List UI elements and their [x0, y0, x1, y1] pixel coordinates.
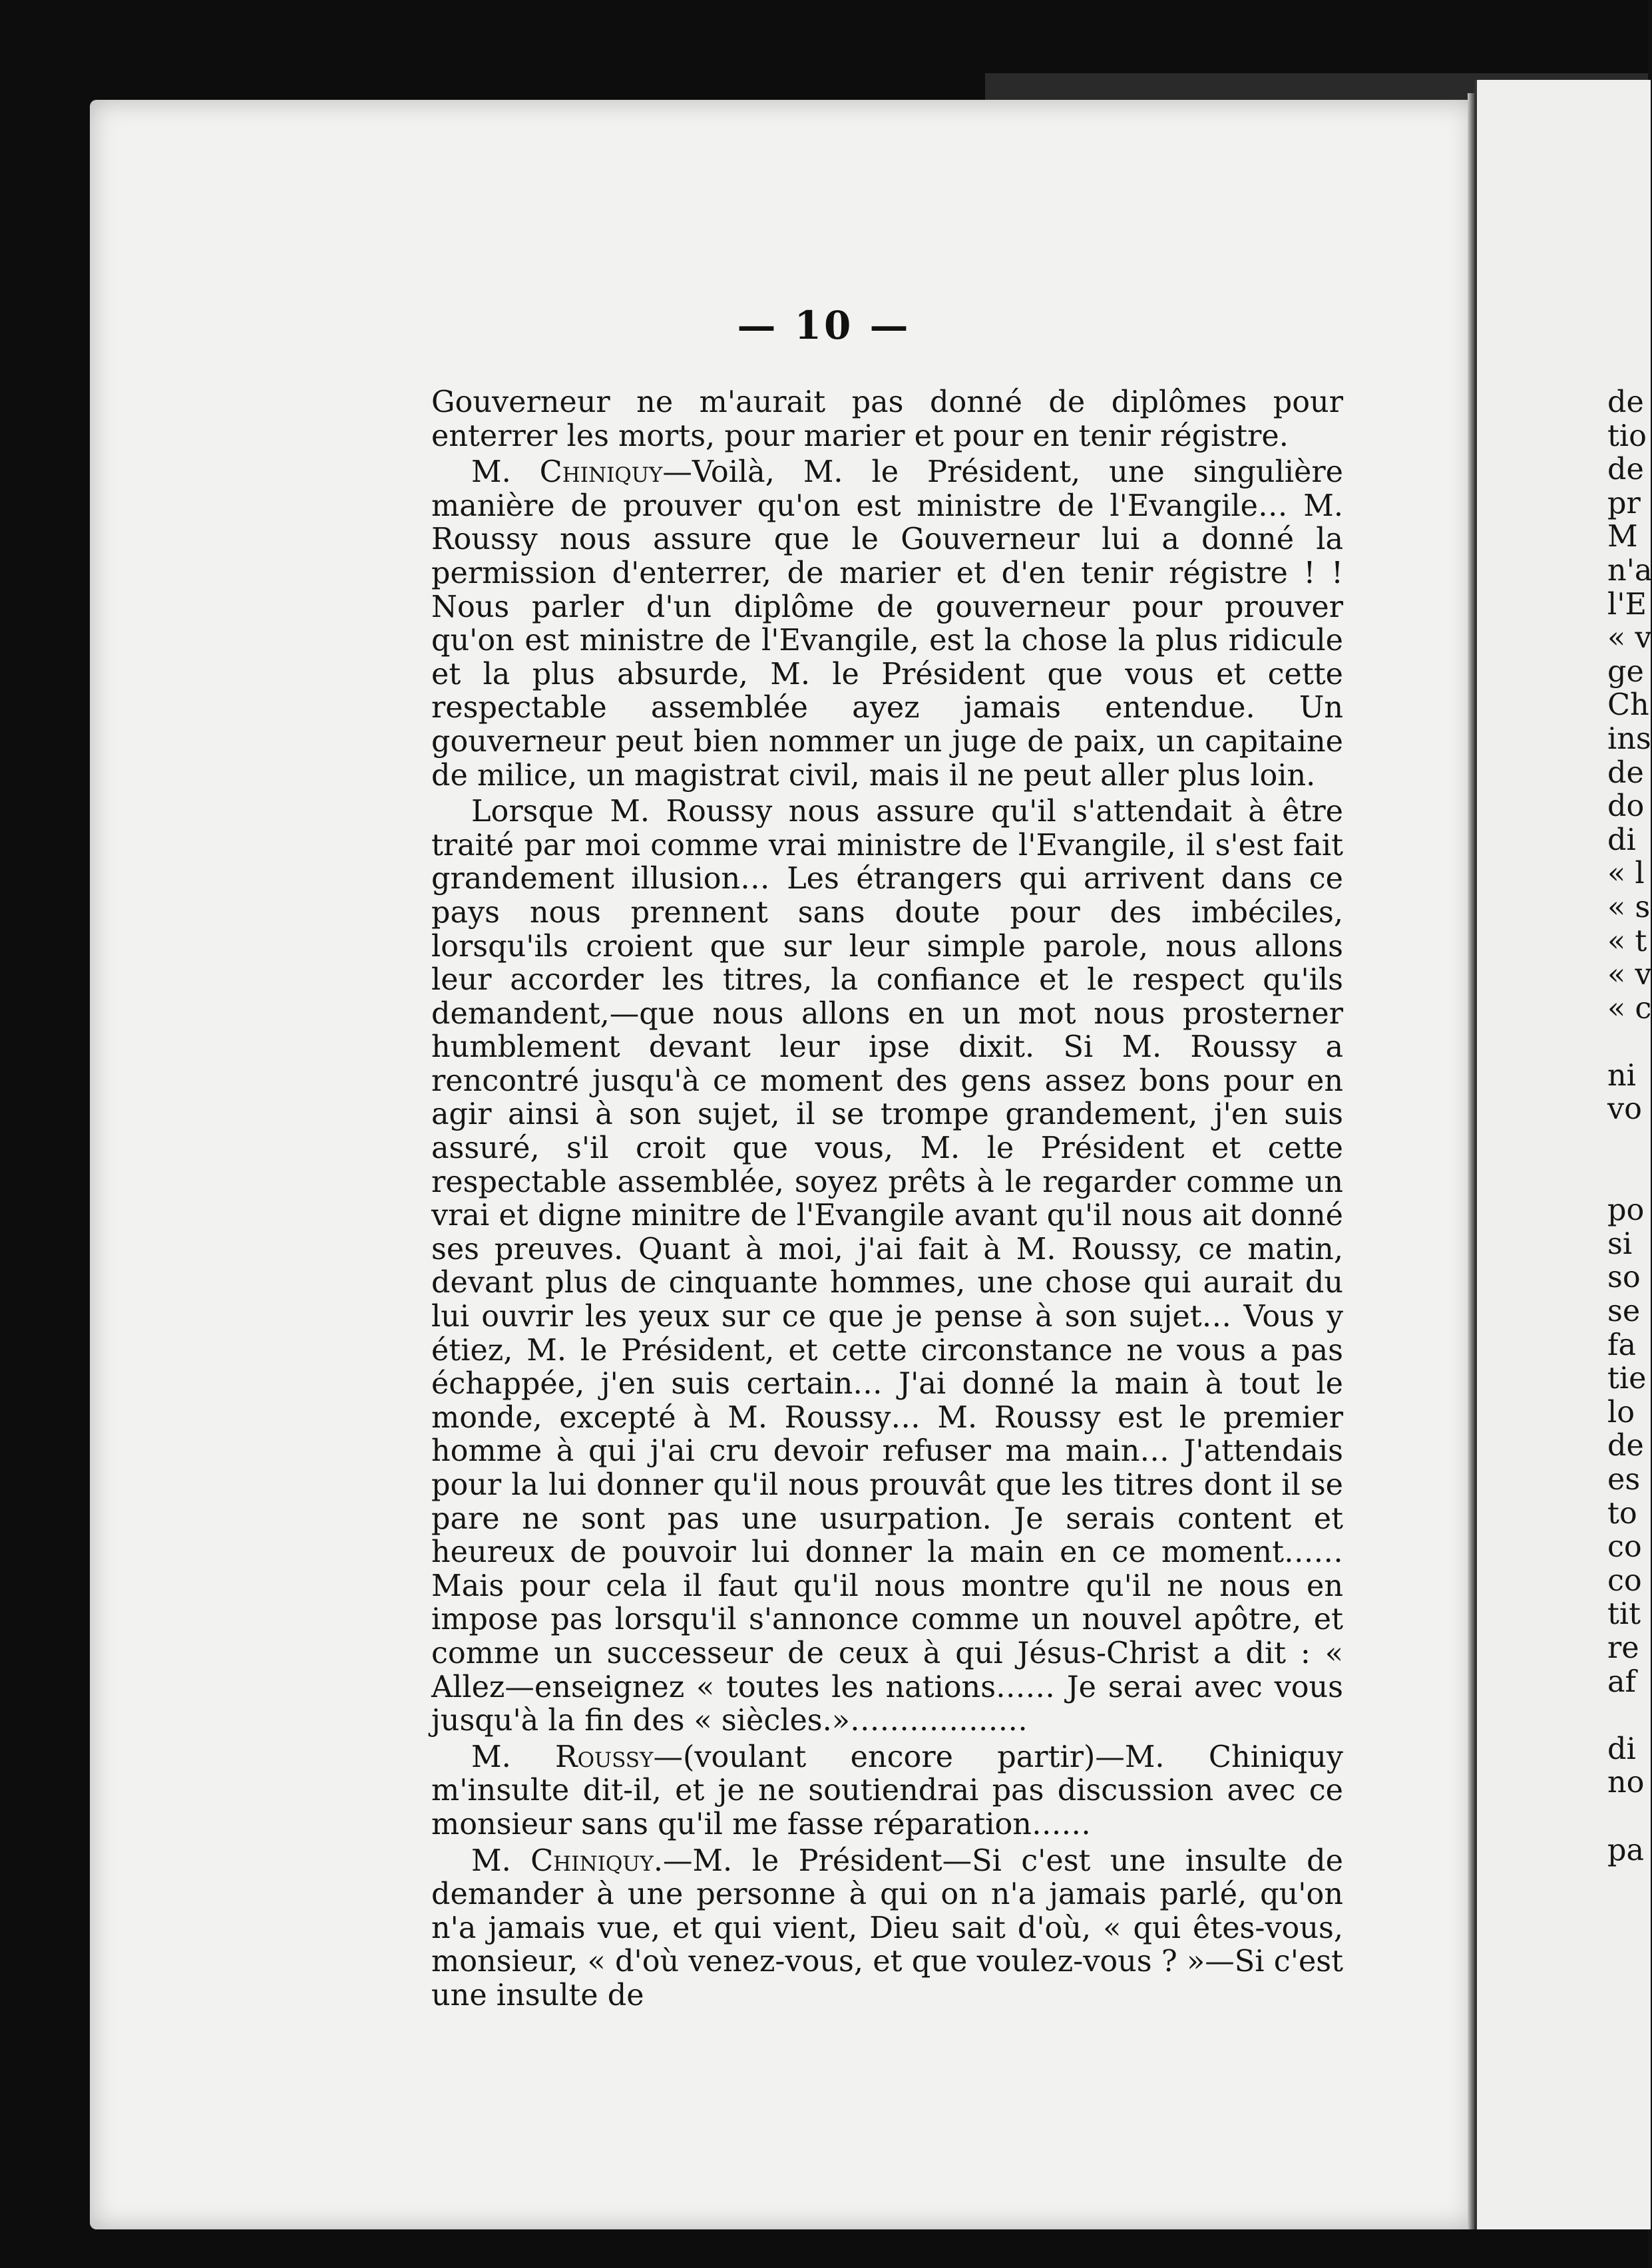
right-page-fragment: tit [1607, 1597, 1641, 1632]
right-page-fragment: de [1607, 385, 1644, 419]
right-page-fragment [1607, 1127, 1647, 1161]
body-text [431, 386, 1343, 2016]
right-page-fragment: de [1607, 453, 1644, 487]
paragraph [431, 795, 1343, 1738]
right-page-fragment: pr [1607, 486, 1641, 520]
right-page-fragment [1607, 1026, 1647, 1059]
right-page-fragment: « s [1607, 890, 1651, 924]
speaker-name: M. Roussy [471, 1740, 654, 1774]
right-page-fragment: ge [1607, 654, 1644, 689]
right-page-fragment: to [1607, 1496, 1637, 1531]
right-page-fragment: tie [1607, 1362, 1647, 1396]
right-page-fragment: re [1607, 1630, 1639, 1665]
right-page-fragment [1607, 1161, 1647, 1195]
right-page-fragment: n'a [1607, 553, 1652, 588]
right-page-fragments [1607, 385, 1652, 1867]
right-page-fragment: « c [1607, 991, 1652, 1026]
right-page-fragment: tio [1607, 419, 1647, 453]
paragraph-text: Gouverneur ne m'aurait pas donné de diplômes pour enterrer les morts, pour marier et pour en tenir régistre. [431, 385, 1343, 453]
page-number: — 10 — [737, 303, 911, 348]
right-page-fragment: co [1607, 1563, 1642, 1598]
right-page-fragment: de [1607, 755, 1644, 790]
right-page-fragment: pa [1607, 1833, 1645, 1867]
right-page-fragment: Ch [1607, 688, 1649, 723]
right-page-fragment: af [1607, 1664, 1637, 1699]
right-page-fragment: do [1607, 789, 1645, 824]
paragraph-text: .—M. le Président—Si c'est une insulte de demander à une personne à qui on n'a jamais parlé, qu'on n'a jamais vue, et qui vient, Dieu sait d'où, « qui êtes-vous, monsieur, « d'où venez-vous, et que voulez-vous ? »—Si c'est une insulte de [431, 1843, 1343, 2012]
paragraph-text: —(voulant encore partir)—M. Chiniquy m'insulte dit-il, et je ne soutiendrai pas discussion avec ce monsieur sans qu'il me fasse réparation…… [431, 1740, 1344, 1841]
right-page-fragment [1607, 1800, 1647, 1834]
right-page-fragment: vo [1607, 1092, 1642, 1127]
speaker-name: M. Chiniquy [471, 455, 663, 490]
right-page-fragment: co [1607, 1530, 1642, 1565]
right-page-fragment: ins [1607, 721, 1651, 756]
right-page-fragment: « v [1607, 621, 1652, 656]
right-page-fragment: di [1607, 1732, 1636, 1766]
right-page-fragment: « t [1607, 924, 1647, 958]
right-page-fragment: « l [1607, 856, 1645, 891]
right-page-fragment [1607, 1699, 1647, 1733]
right-page-fragment: es [1607, 1463, 1641, 1497]
paragraph [431, 386, 1343, 453]
right-page-fragment: « v [1607, 958, 1652, 992]
speaker-name: M. Chiniquy [471, 1843, 654, 1878]
right-page-fragment: l'E [1607, 587, 1647, 622]
right-page-fragment: ni [1607, 1058, 1636, 1093]
right-page-fragment: no [1607, 1766, 1645, 1800]
right-page-fragment: fa [1607, 1328, 1637, 1362]
paragraph-text: —Voilà, M. le Président, une singulière manière de prouver qu'on est ministre de l'Evangile… M. Roussy nous assure que le Gouverneur lui a donné la permission d'enterrer, de marier et d'en tenir régistre ! ! Nous parler d'un diplôme de gouverneur pour prouver qu'on est ministre de l'Evangile, est la chose la plus ridicule et la plus absurde, M. le Président que vous et cette respectable assemblée ayez jamais entendue. Un gouverneur peut bien nommer un juge de paix, un capitaine de milice, un magistrat civil, mais il ne peut aller plus loin. [431, 455, 1343, 793]
right-page-fragment: de [1607, 1429, 1644, 1463]
right-page-fragment: se [1607, 1294, 1641, 1329]
right-page-fragment: si [1607, 1227, 1633, 1261]
right-page-fragment: M [1607, 520, 1638, 554]
paragraph-text: Lorsque M. Roussy nous assure qu'il s'attendait à être traité par moi comme vrai ministre de l'Evangile, il s'est fait grandement illusion… Les étrangers qui arrivent dans ce pays nous prennent sans doute pour des imbéciles, lorsqu'ils croient que sur leur simple parole, nous allons leur accorder les titres, la confiance et le respect qu'ils demandent,—que nous allons en un mot nous prosterner humblement devant leur ipse dixit. Si M. Roussy a rencontré jusqu'à ce moment des gens assez bons pour en agir ainsi à son sujet, il se trompe grandement, j'en suis assuré, s'il croit que vous, M. le Président et cette respectable assemblée, soyez prêts à le regarder comme un vrai et digne minitre de l'Evangile avant qu'il nous ait donné ses preuves. Quant à moi, j'ai fait à M. Roussy, ce matin, devant plus de cinquante hommes, une chose qui aurait du lui ouvrir les yeux sur ce que je pense à son sujet… Vous y étiez, M. le Président, et cette circonstance ne vous a pas échappée, j'en suis certain… J'ai donné la main à tout le monde, excepté à M. Roussy… M. Roussy est le premier homme à qui j'ai cru devoir refuser ma main… J'attendais pour la lui donner qu'il nous prouvât que les titres dont il se pare ne sont pas une usurpation. Je serais content et heureux de pouvoir lui donner la main en ce moment…… Mais pour cela il faut qu'il nous montre qu'il ne nous en impose pas lorsqu'il s'annonce comme un nouvel apôtre, et comme un successeur de ceux à qui Jésus-Christ a dit : « Allez—enseignez « toutes les nations…… Je serai avec vous jusqu'à la fin des « siècles.»……………… [431, 795, 1343, 1738]
right-page-fragment: lo [1607, 1395, 1635, 1429]
right-page-fragment: po [1607, 1193, 1645, 1228]
right-page-fragment: di [1607, 823, 1636, 857]
paragraph [431, 456, 1343, 793]
paragraph [431, 1741, 1343, 1842]
right-page-fragment: so [1607, 1260, 1641, 1295]
paragraph [431, 1845, 1343, 2013]
